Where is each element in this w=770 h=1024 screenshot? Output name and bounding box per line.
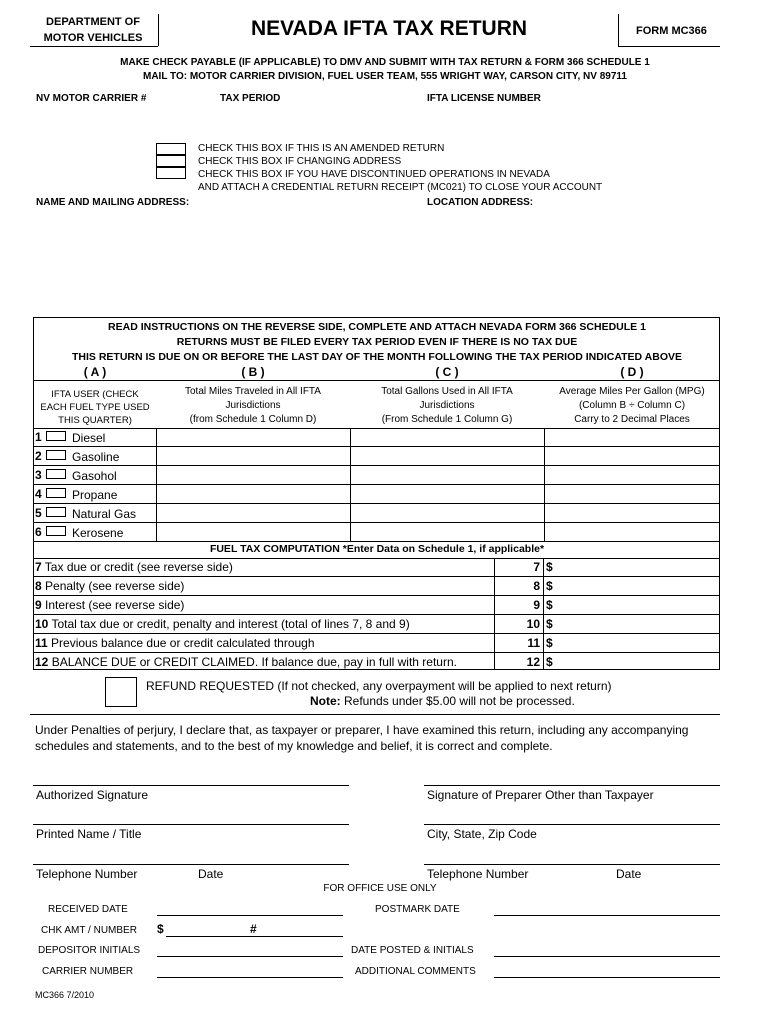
line-number: 7 (35, 560, 42, 574)
notice-read-instructions: READ INSTRUCTIONS ON THE REVERSE SIDE, COMPLETE AND ATTACH NEVADA FORM 366 SCHEDULE 1 (108, 321, 646, 333)
refund-note (310, 694, 575, 708)
mpg-input[interactable] (545, 429, 719, 446)
page-title: NEVADA IFTA TAX RETURN (250, 17, 528, 40)
received-date-label: RECEIVED DATE (48, 904, 128, 915)
date-posted-label: DATE POSTED & INITIALS (351, 945, 474, 956)
column-b-letter: ( B ) (241, 365, 265, 379)
line-reference: 11 (527, 636, 540, 650)
depositor-initials-line[interactable] (157, 956, 343, 957)
payment-instructions (30, 56, 740, 84)
header-underline-left (30, 46, 158, 47)
diesel-checkbox[interactable] (46, 431, 66, 441)
amount-dollar-sign: $ (546, 617, 553, 631)
amended-return-checkbox[interactable] (156, 143, 186, 155)
fuel-number: 5 (35, 506, 42, 520)
column-a-header-line-3: THIS QUARTER) (58, 415, 132, 426)
date-label-left: Date (198, 867, 224, 881)
column-b-header (156, 385, 350, 427)
postmark-date-line[interactable] (494, 915, 720, 916)
line-reference: 10 (526, 617, 540, 631)
city-state-zip-label: City, State, Zip Code (427, 827, 537, 841)
refund-note-text: Refunds under $5.00 will not be processed. (340, 694, 575, 708)
office-use-title: FOR OFFICE USE ONLY (323, 883, 437, 894)
column-a-header (34, 388, 156, 427)
fuel-number: 3 (35, 468, 42, 482)
preparer-signature-label: Signature of Preparer Other than Taxpayer (427, 788, 654, 802)
telephone-date-line-right[interactable] (424, 864, 720, 865)
line-reference: 8 (533, 579, 540, 593)
fuel-name: Natural Gas (72, 507, 137, 521)
line-label: Interest (see reverse side) (41, 598, 185, 612)
fuel-name: Propane (72, 488, 118, 502)
gasohol-checkbox[interactable] (46, 469, 66, 479)
line-reference: 9 (533, 598, 540, 612)
fuel-number: 2 (35, 449, 42, 463)
fuel-name: Gasoline (72, 450, 120, 464)
telephone-label-right: Telephone Number (427, 867, 529, 881)
computation-line-tax-due (35, 558, 494, 576)
department-line-2: MOTOR VEHICLES (43, 32, 143, 44)
location-address-label: LOCATION ADDRESS: (427, 197, 534, 208)
amount-dollar-sign: $ (546, 655, 553, 669)
computation-line-previous-balance (35, 634, 494, 652)
amount-dollar-sign: $ (546, 636, 553, 650)
fuel-row-gasohol (34, 467, 156, 485)
column-b-header-line-2: Jurisdictions (225, 400, 281, 411)
gallons-input[interactable] (351, 429, 543, 446)
fuel-number: 1 (35, 430, 42, 444)
checkbox-instructions (198, 142, 602, 194)
date-posted-line[interactable] (494, 956, 720, 957)
column-d-header-line-3: Carry to 2 Decimal Places (574, 414, 690, 425)
form-number: FORM MC366 (636, 25, 707, 37)
line-number: 12 (35, 655, 49, 669)
column-d-header-line-2: (Column B ÷ Column C) (578, 400, 686, 411)
changing-address-label: CHECK THIS BOX IF CHANGING ADDRESS (198, 156, 402, 167)
filing-notice (34, 320, 720, 365)
header-divider-right (618, 14, 619, 46)
refund-requested-checkbox[interactable] (105, 677, 137, 707)
depositor-initials-label: DEPOSITOR INITIALS (38, 945, 141, 956)
miles-input[interactable] (157, 429, 349, 446)
printed-name-label: Printed Name / Title (36, 827, 142, 841)
tax-period-label: TAX PERIOD (220, 93, 281, 104)
line-reference: 7 (533, 560, 540, 574)
line-reference: 12 (526, 655, 540, 669)
check-amount-dollar: $ (157, 922, 164, 936)
header-divider-left (158, 14, 159, 46)
preparer-signature-line[interactable] (424, 785, 720, 786)
column-b-header-line-3: (from Schedule 1 Column D) (189, 414, 317, 425)
line-number: 10 (35, 617, 49, 631)
fuel-row-propane (34, 486, 156, 504)
carrier-number-line[interactable] (157, 977, 343, 978)
fuel-row-gasoline (34, 448, 156, 466)
printed-name-line[interactable] (33, 824, 349, 825)
line-label: Penalty (see reverse side) (41, 579, 185, 593)
line-number: 11 (35, 636, 48, 650)
postmark-date-label: POSTMARK DATE (375, 904, 460, 915)
discontinued-operations-checkbox[interactable] (156, 167, 186, 179)
perjury-top-line (30, 714, 720, 715)
line-label: BALANCE DUE or CREDIT CLAIMED. If balance due, pay in full with return. (48, 655, 457, 669)
propane-checkbox[interactable] (46, 488, 66, 498)
column-b-header-line-1: Total Miles Traveled in All IFTA (185, 386, 321, 397)
column-a-header-line-1: IFTA USER (CHECK (51, 389, 139, 400)
telephone-label-left: Telephone Number (36, 867, 138, 881)
date-label-right: Date (616, 867, 642, 881)
fuel-name: Kerosene (72, 526, 124, 540)
column-c-header-line-3: (From Schedule 1 Column G) (381, 414, 513, 425)
column-d-header (544, 385, 720, 427)
gasoline-checkbox[interactable] (46, 450, 66, 460)
column-d-header-line-1: Average Miles Per Gallon (MPG) (559, 386, 705, 397)
refund-requested-label: REFUND REQUESTED (If not checked, any overpayment will be applied to next return) (146, 679, 612, 693)
carrier-number-label: NV MOTOR CARRIER # (36, 93, 147, 104)
city-state-zip-line[interactable] (424, 824, 720, 825)
notice-due-date: THIS RETURN IS DUE ON OR BEFORE THE LAST DAY OF THE MONTH FOLLOWING THE TAX PERIOD INDICATED ABOVE (72, 351, 682, 363)
fuel-row-natural-gas (34, 505, 156, 523)
fuel-row-kerosene (34, 524, 156, 542)
line-label: Tax due or credit (see reverse side) (41, 560, 233, 574)
column-c-header (350, 385, 544, 427)
received-date-line[interactable] (157, 915, 343, 916)
notice-file-every-period: RETURNS MUST BE FILED EVERY TAX PERIOD EVEN IF THERE IS NO TAX DUE (176, 336, 578, 348)
line-label: Previous balance due or credit calculated through (47, 636, 315, 650)
column-c-header-line-1: Total Gallons Used in All IFTA (381, 386, 513, 397)
instruction-payable: MAKE CHECK PAYABLE (IF APPLICABLE) TO DMV AND SUBMIT WITH TAX RETURN & FORM 366 SCHEDULE 1 (120, 57, 650, 68)
amended-return-label: CHECK THIS BOX IF THIS IS AN AMENDED RETURN (198, 143, 445, 154)
column-letter-divider (34, 380, 720, 381)
fuel-number: 6 (35, 525, 42, 539)
fuel-tax-computation-title: FUEL TAX COMPUTATION *Enter Data on Schedule 1, if applicable* (209, 543, 545, 555)
column-d-letter: ( D ) (620, 365, 644, 379)
carrier-number-office-label: CARRIER NUMBER (42, 966, 134, 977)
fuel-name: Diesel (72, 431, 106, 445)
column-a-letter: ( A ) (83, 365, 107, 379)
check-number-hash: # (250, 922, 257, 936)
fuel-name: Gasohol (72, 469, 117, 483)
computation-line-total (35, 615, 494, 633)
amount-dollar-sign: $ (546, 598, 553, 612)
changing-address-checkbox[interactable] (156, 155, 186, 167)
line-number: 9 (35, 598, 42, 612)
additional-comments-label: ADDITIONAL COMMENTS (355, 966, 476, 977)
discontinued-operations-label: CHECK THIS BOX IF YOU HAVE DISCONTINUED OPERATIONS IN NEVADA (198, 169, 550, 180)
license-number-label: IFTA LICENSE NUMBER (427, 93, 541, 104)
refund-note-label: Note: (310, 694, 341, 708)
kerosene-checkbox[interactable] (46, 526, 66, 536)
mailing-address-label: NAME AND MAILING ADDRESS: (36, 197, 190, 208)
form-revision-footer: MC366 7/2010 (35, 990, 95, 1000)
computation-line-balance-due (35, 653, 494, 671)
department-line-1: DEPARTMENT OF (46, 16, 140, 28)
natural-gas-checkbox[interactable] (46, 507, 66, 517)
perjury-line-1: Under Penalties of perjury, I declare that, as taxpayer or preparer, I have examined this return, including any accompanying (35, 723, 689, 737)
computation-line-interest (35, 596, 494, 614)
perjury-line-2: schedules and statements, and to the best of my knowledge and belief, it is correct and complete. (35, 739, 553, 753)
line-label: Total tax due or credit, penalty and interest (total of lines 7, 8 and 9) (48, 617, 410, 631)
additional-comments-line[interactable] (494, 977, 720, 978)
authorized-signature-label: Authorized Signature (36, 788, 149, 802)
check-amount-line[interactable] (166, 936, 343, 937)
line-number: 8 (35, 579, 42, 593)
column-c-header-line-2: Jurisdictions (419, 400, 475, 411)
amount-dollar-sign: $ (546, 579, 553, 593)
fuel-number: 4 (35, 487, 42, 501)
department-name (30, 14, 156, 46)
credential-return-label: AND ATTACH A CREDENTIAL RETURN RECEIPT (MC021) TO CLOSE YOUR ACCOUNT (198, 182, 603, 193)
computation-line-penalty (35, 577, 494, 595)
instruction-mail-to: MAIL TO: MOTOR CARRIER DIVISION, FUEL USER TEAM, 555 WRIGHT WAY, CARSON CITY, NV 89711 (143, 71, 627, 82)
perjury-declaration (35, 722, 688, 754)
header-underline-right (618, 46, 720, 47)
column-c-letter: ( C ) (435, 365, 459, 379)
fuel-row-diesel (34, 429, 156, 447)
column-a-header-line-2: EACH FUEL TYPE USED (40, 402, 150, 413)
authorized-signature-line[interactable] (33, 785, 349, 786)
telephone-date-line-left[interactable] (33, 864, 349, 865)
check-amount-label: CHK AMT / NUMBER (41, 925, 137, 936)
amount-dollar-sign: $ (546, 560, 553, 574)
